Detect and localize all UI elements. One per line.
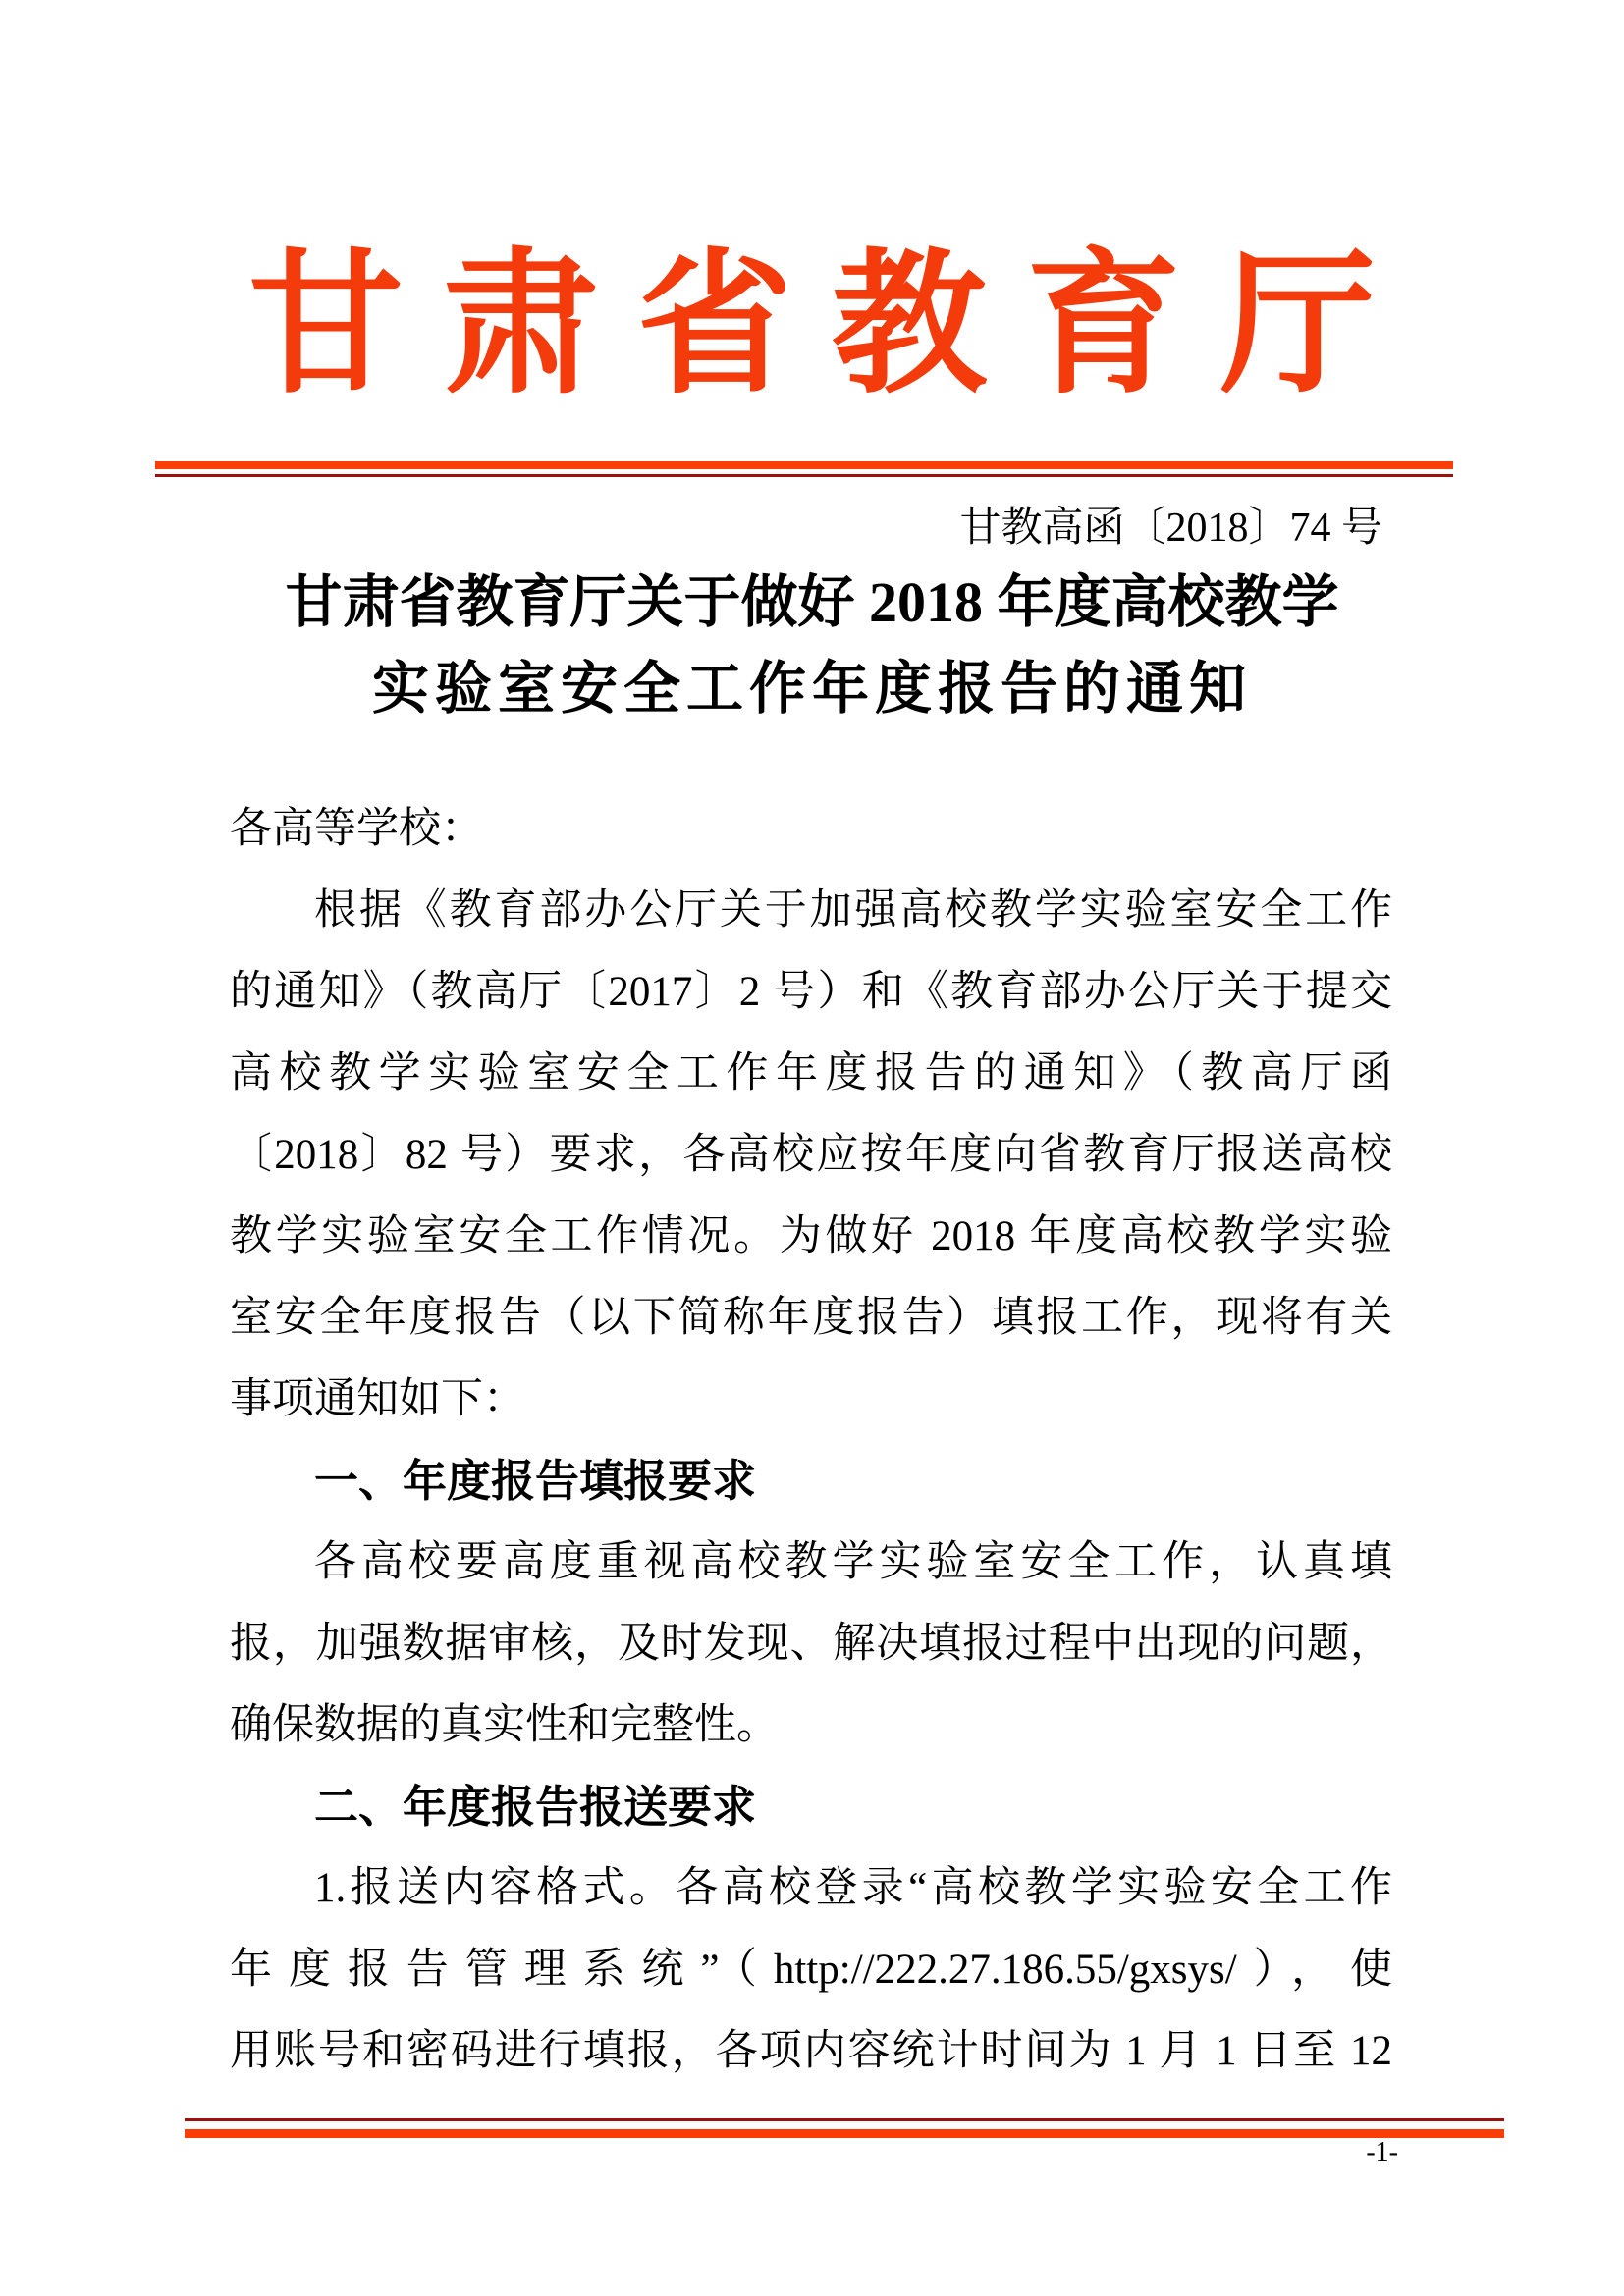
document-title-line-2: 实验室安全工作年度报告的通知	[371, 657, 1252, 721]
body-text-line: 确保数据的真实性和完整性。	[230, 1702, 779, 1748]
body-text-line: 高校教学实验室安全工作年度报告的通知》（教高厅函	[230, 1050, 1392, 1096]
body-text-line: 各高校要高度重视高校教学实验室安全工作，认真填	[314, 1539, 1392, 1585]
header-rule-thick	[155, 461, 1453, 469]
document-title	[0, 560, 1624, 732]
document-body	[230, 788, 1392, 2092]
section-heading: 二、年度报告报送要求	[314, 1782, 757, 1832]
body-text-line: 各高等学校：	[230, 806, 483, 852]
document-title-line-1: 甘肃省教育厅关于做好 2018 年度高校教学	[285, 570, 1339, 634]
body-text-line: 1.报送内容格式。各高校登录“高校教学实验安全工作	[314, 1865, 1392, 1911]
agency-masthead: 甘肃省教育厅	[248, 240, 1415, 412]
section-heading: 一、年度报告填报要求	[314, 1456, 757, 1506]
body-text-line: 报，加强数据审核，及时发现、解决填报过程中出现的问题，	[230, 1621, 1392, 1667]
body-text-line: 年度报告管理系统”（http://222.27.186.55/gxsys/），使	[230, 1947, 1392, 1993]
header-rule-thin	[155, 474, 1453, 477]
body-text-line: 事项通知如下：	[230, 1376, 525, 1422]
body-text-line: 用账号和密码进行填报，各项内容统计时间为 1 月 1 日至 12	[230, 2028, 1392, 2074]
footer-rule-thin	[185, 2118, 1504, 2121]
body-text-line: 教学实验室安全工作情况。为做好 2018 年度高校教学实验	[230, 1213, 1392, 1259]
footer-rule-thick	[185, 2129, 1504, 2138]
body-text-line: 的通知》（教高厅〔2017〕2 号）和《教育部办公厅关于提交	[230, 969, 1392, 1015]
body-text-line: 〔2018〕82 号）要求，各高校应按年度向省教育厅报送高校	[230, 1132, 1392, 1178]
page-number: -1-	[1366, 2137, 1398, 2167]
body-text-line: 室安全年度报告（以下简称年度报告）填报工作，现将有关	[230, 1295, 1392, 1341]
document-reference-number: 甘教高函〔2018〕74 号	[959, 506, 1382, 551]
body-text-line: 根据《教育部办公厅关于加强高校教学实验室安全工作	[314, 887, 1392, 934]
